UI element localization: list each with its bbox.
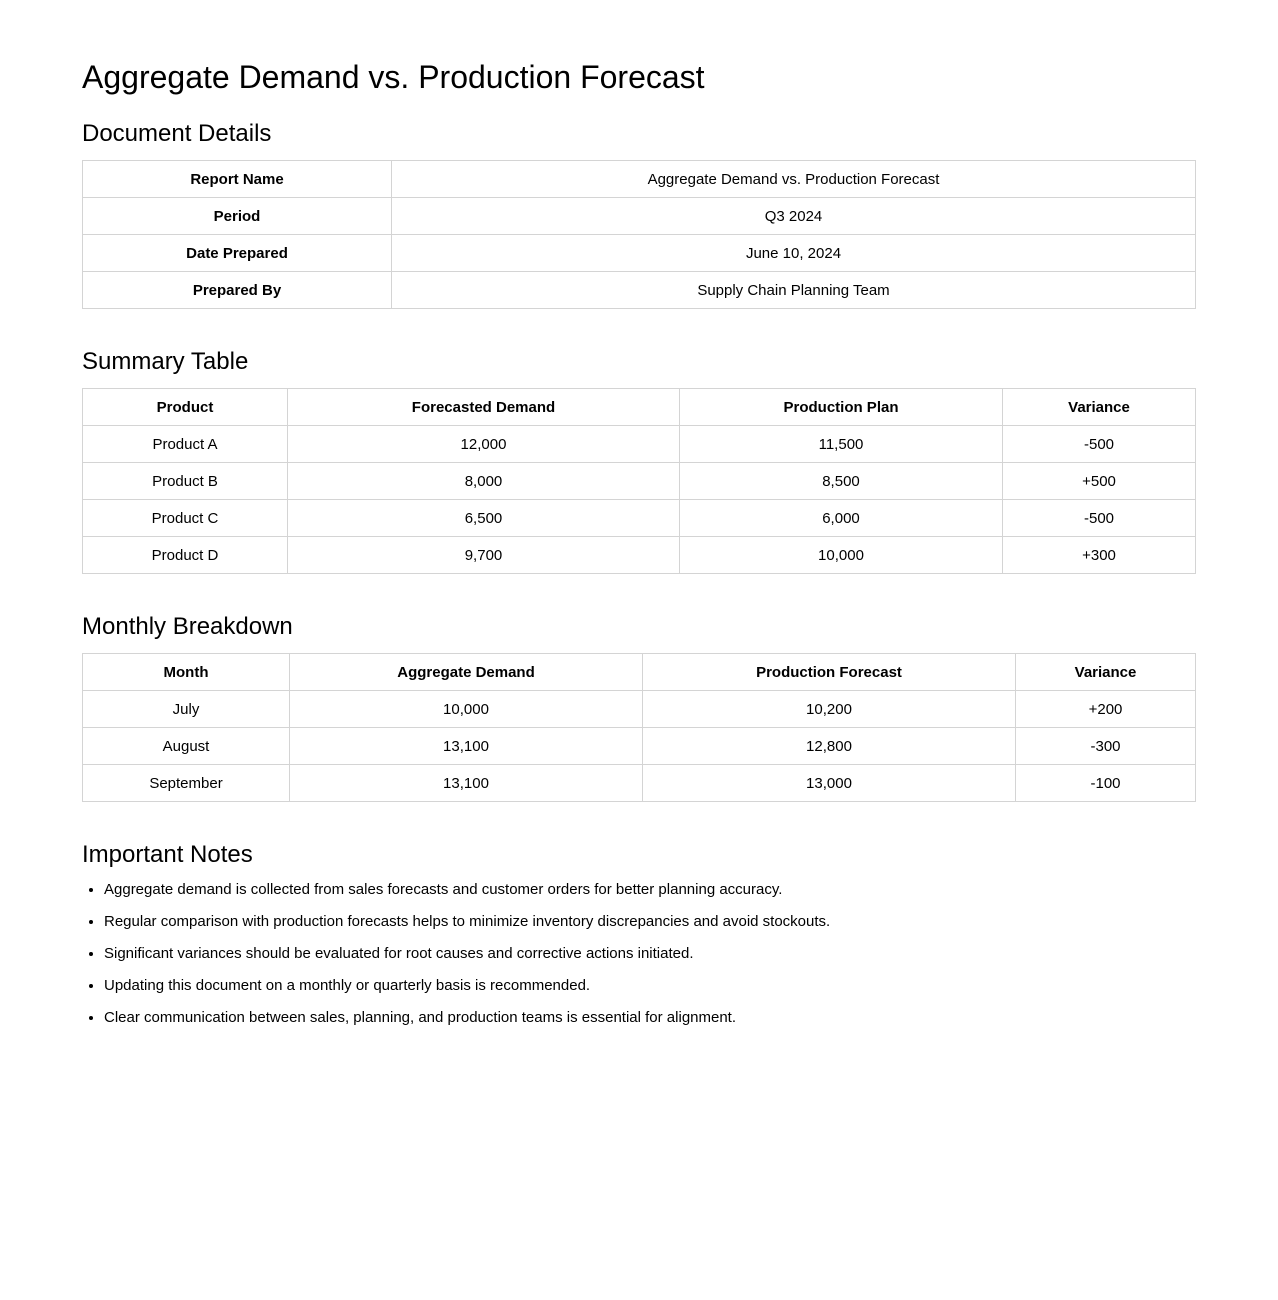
table-row	[83, 765, 1196, 802]
column-header: Variance	[1003, 389, 1196, 426]
table-cell: 13,000	[643, 765, 1016, 802]
column-header: Variance	[1016, 654, 1196, 691]
table-row	[83, 728, 1196, 765]
table-header-row	[83, 654, 1196, 691]
table-row	[83, 235, 1196, 272]
table-cell: -300	[1016, 728, 1196, 765]
summary-heading: Summary Table	[82, 348, 249, 375]
details-label: Report Name	[83, 161, 392, 198]
table-cell: Product A	[83, 426, 288, 463]
table-cell: Product D	[83, 537, 288, 574]
table-row	[83, 537, 1196, 574]
table-cell: 10,200	[643, 691, 1016, 728]
table-cell: 11,500	[680, 426, 1003, 463]
table-row	[83, 691, 1196, 728]
column-header: Production Plan	[680, 389, 1003, 426]
list-item: • Significant variances should be evaluated for root causes and corrective actions initiated.	[104, 945, 1196, 963]
details-value: Supply Chain Planning Team	[392, 272, 1196, 309]
column-header: Production Forecast	[643, 654, 1016, 691]
page-title: Aggregate Demand vs. Production Forecast	[82, 59, 705, 95]
table-cell: -500	[1003, 426, 1196, 463]
column-header: Product	[83, 389, 288, 426]
column-header: Month	[83, 654, 290, 691]
table-cell: 10,000	[290, 691, 643, 728]
table-cell: Product C	[83, 500, 288, 537]
table-cell: 9,700	[288, 537, 680, 574]
notes-list	[82, 881, 1196, 1027]
table-cell: 8,500	[680, 463, 1003, 500]
table-cell: -500	[1003, 500, 1196, 537]
table-row	[83, 463, 1196, 500]
table-cell: +500	[1003, 463, 1196, 500]
list-item: • Aggregate demand is collected from sales forecasts and customer orders for better planning accuracy.	[104, 881, 1196, 899]
table-cell: July	[83, 691, 290, 728]
details-label: Prepared By	[83, 272, 392, 309]
table-row	[83, 272, 1196, 309]
table-cell: 6,500	[288, 500, 680, 537]
document-details-table	[82, 160, 1196, 309]
table-cell: Product B	[83, 463, 288, 500]
table-row	[83, 426, 1196, 463]
list-item: • Regular comparison with production forecasts helps to minimize inventory discrepancies and avoid stockouts.	[104, 913, 1196, 931]
table-cell: 12,800	[643, 728, 1016, 765]
table-cell: 10,000	[680, 537, 1003, 574]
table-cell: 6,000	[680, 500, 1003, 537]
notes-heading: Important Notes	[82, 841, 253, 868]
details-value: June 10, 2024	[392, 235, 1196, 272]
details-value: Q3 2024	[392, 198, 1196, 235]
monthly-heading: Monthly Breakdown	[82, 613, 293, 640]
details-value: Aggregate Demand vs. Production Forecast	[392, 161, 1196, 198]
list-item: • Updating this document on a monthly or quarterly basis is recommended.	[104, 977, 1196, 995]
details-label: Date Prepared	[83, 235, 392, 272]
list-item: • Clear communication between sales, planning, and production teams is essential for alignment.	[104, 1009, 1196, 1027]
table-row	[83, 161, 1196, 198]
details-label: Period	[83, 198, 392, 235]
table-header-row	[83, 389, 1196, 426]
column-header: Aggregate Demand	[290, 654, 643, 691]
monthly-breakdown-table	[82, 653, 1196, 802]
table-cell: +200	[1016, 691, 1196, 728]
table-row	[83, 500, 1196, 537]
summary-table	[82, 388, 1196, 574]
table-cell: -100	[1016, 765, 1196, 802]
table-cell: 12,000	[288, 426, 680, 463]
table-cell: 8,000	[288, 463, 680, 500]
details-heading: Document Details	[82, 120, 272, 147]
table-cell: +300	[1003, 537, 1196, 574]
table-cell: 13,100	[290, 728, 643, 765]
table-cell: August	[83, 728, 290, 765]
table-cell: 13,100	[290, 765, 643, 802]
column-header: Forecasted Demand	[288, 389, 680, 426]
table-row	[83, 198, 1196, 235]
table-cell: September	[83, 765, 290, 802]
